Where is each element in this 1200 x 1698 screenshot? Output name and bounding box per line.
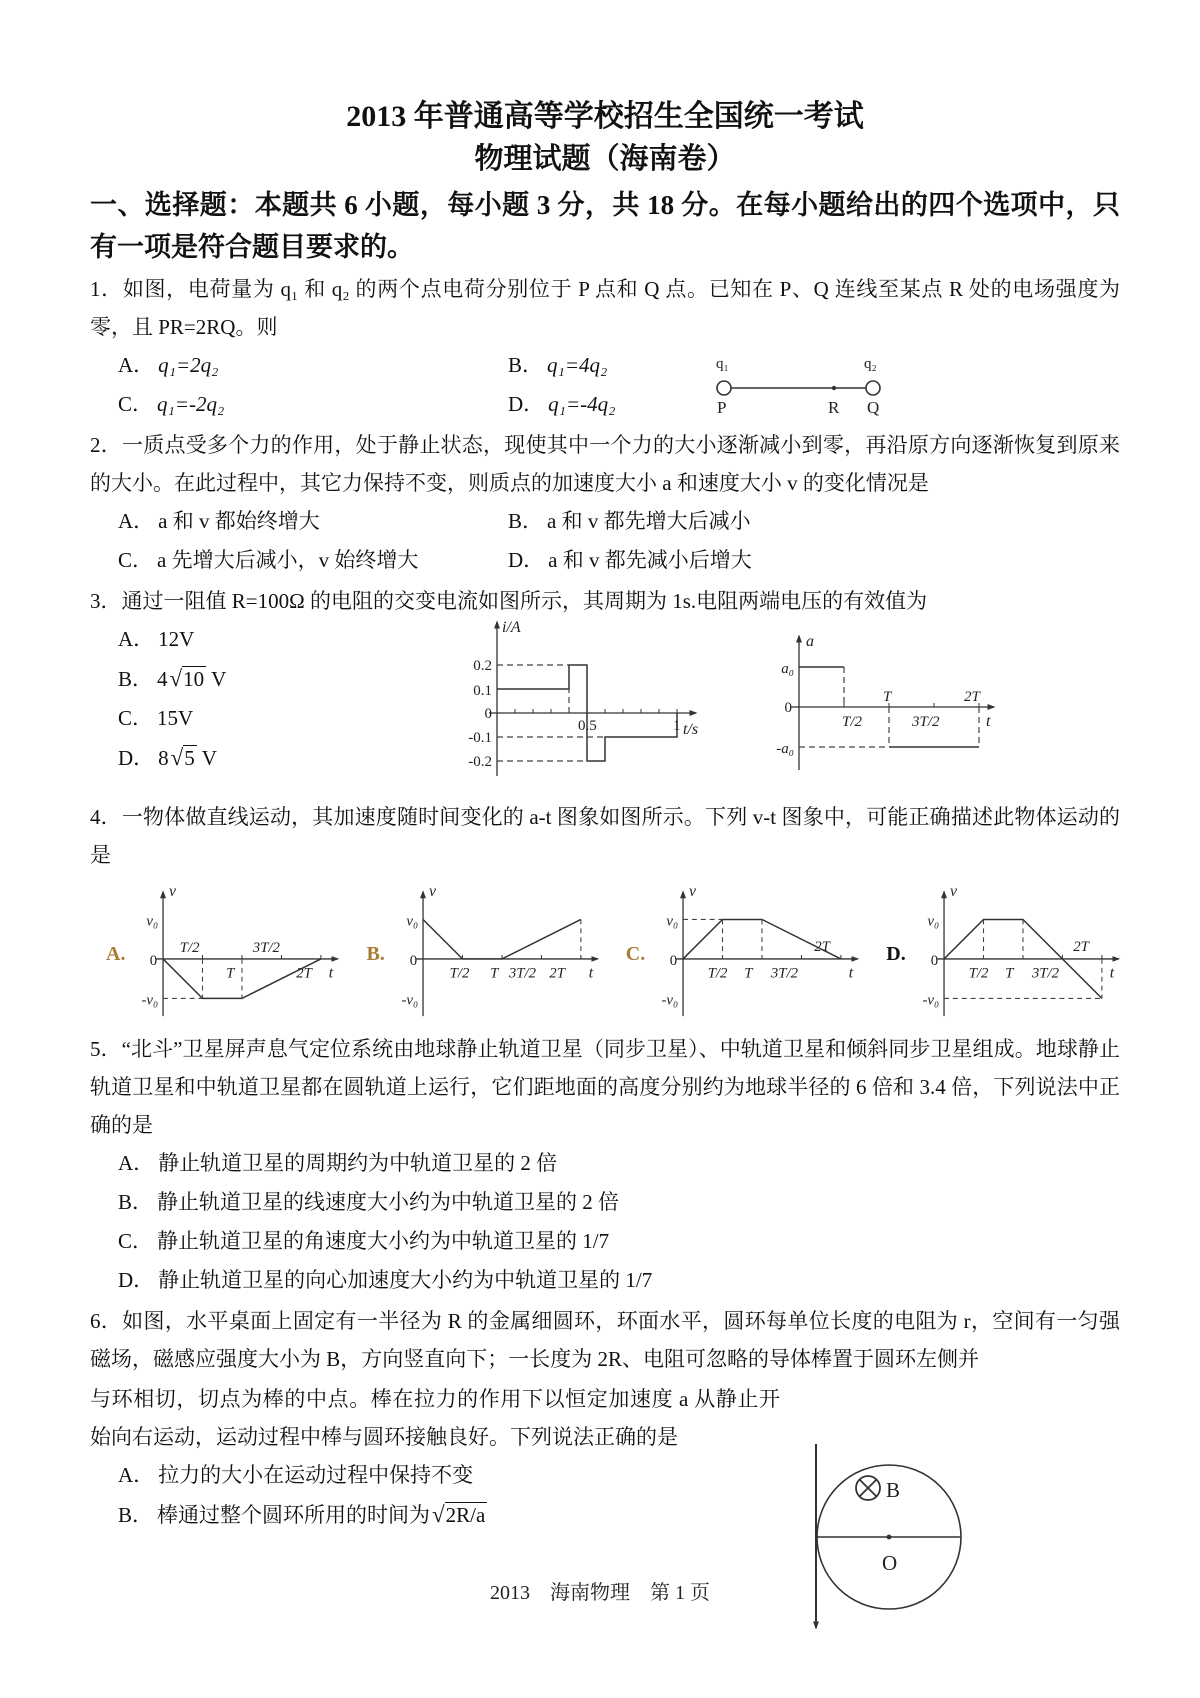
tick-3Thalf: 3T/2 (253, 940, 281, 957)
tick-v0: v₀ (927, 913, 939, 930)
option-label: C． (118, 706, 154, 730)
field-into-page-icon (856, 1476, 880, 1500)
tick-v0: v₀ (146, 913, 159, 930)
tick-nv0: -v₀ (141, 992, 159, 1009)
tick-Thalf: T/2 (180, 940, 201, 957)
figure-vt-b (387, 880, 612, 1028)
question-6 (90, 1302, 1120, 1575)
tick-0: 0 (409, 952, 417, 969)
tick-nv0: -v₀ (661, 992, 679, 1009)
option-label: D． (118, 746, 155, 770)
question-2 (90, 426, 1120, 580)
option-label: B． (118, 1503, 154, 1527)
option-label: D． (508, 548, 545, 572)
sqrt-radical: √2R/a (432, 1502, 486, 1527)
tick-3Thalf: 3T/2 (771, 965, 799, 982)
page-footer: 2013 海南物理 第 1 页 (490, 1582, 710, 1604)
option-text: 4√10 V (157, 667, 226, 691)
tick-na0: -a₀ (776, 741, 794, 757)
tick-2T: 2T (814, 939, 831, 956)
question-3-stem: 3．通过一阻值 R=100Ω 的电阻的交变电流如图所示，其周期为 1s.电阻两端电压的有效值为 (90, 589, 928, 613)
tick-v0: v₀ (406, 913, 418, 930)
y-axis-label: i/A (502, 619, 521, 636)
tick-3Thalf: 3T/2 (912, 714, 940, 730)
option-label: A． (118, 1463, 155, 1487)
figure-vt-d (908, 880, 1133, 1028)
question-6-stem-part2: 与环相切，切点为棒的中点。棒在拉力的作用下以恒定加速度 a 从静止开始向右运动，运动过程中棒与圆环接触良好。下列说法正确的是 (90, 1387, 780, 1449)
page-subtitle: 物理试题（海南卷） (474, 143, 736, 175)
figure-two-point-charges (706, 354, 901, 423)
tick-nv0: -v₀ (922, 992, 939, 1009)
field-b-label: B (886, 1478, 901, 1502)
ring-center-dot (887, 1535, 892, 1540)
question-1-option-c (118, 385, 508, 424)
charge-p-circle (717, 381, 731, 395)
vt-graph-option-d (886, 880, 1132, 1028)
vt-graph-option-c (626, 880, 872, 1028)
question-6-option-a (118, 1456, 808, 1495)
y-axis-label: a (806, 633, 814, 650)
question-1-stem: 1．如图，电荷量为 q₁ 和 q₂ 的两个点电荷分别位于 P 点和 Q 点。已知在 P、Q 连线至某点 R 处的电场强度为零，且 PR=2RQ。则 (90, 277, 1120, 339)
vt-graph-option-b (366, 880, 611, 1028)
tick-0: 0 (784, 700, 792, 716)
tick-T: T (489, 965, 499, 982)
option-label: D． (508, 392, 545, 416)
question-2-stem: 2．一质点受多个力的作用，处于静止状态，现使其中一个力的大小逐渐减小到零，再沿原方向逐渐恢复到原来的大小。在此过程中，其它力保持不变，则质点的加速度大小 a 和速度大小 v 的变化情况是 (90, 433, 1120, 495)
tick-0: 0 (484, 706, 492, 722)
vt-graph-option-a (106, 880, 352, 1028)
tick-n0p2: -0.2 (468, 754, 492, 770)
figure-acceleration-time-graph (754, 622, 1004, 779)
x-axis-label: t (1109, 964, 1114, 982)
y-axis-label: v (169, 882, 177, 900)
tick-3Thalf: 3T/2 (1031, 965, 1059, 982)
question-2-option-a (118, 502, 508, 541)
question-6-option-b (118, 1495, 808, 1535)
section-heading: 一、选择题：本题共 6 小题，每小题 3 分，共 18 分。在每小题给出的四个选项中，只有一项是符合题目要求的。 (90, 190, 1120, 262)
option-label: A． (118, 509, 155, 533)
tick-0: 0 (669, 952, 678, 969)
option-text: a 和 v 都先增大后减小 (547, 509, 751, 533)
option-text: q₁=2q₂ (158, 353, 219, 377)
question-2-options (118, 502, 878, 580)
figure-vt-c (647, 880, 872, 1028)
option-text: q₁=-2q₂ (157, 392, 225, 416)
tick-n0p1: -0.1 (468, 730, 492, 746)
question-1 (90, 270, 1120, 424)
option-text: 15V (157, 706, 194, 730)
option-label: B． (118, 1190, 154, 1214)
point-r-label: R (828, 398, 840, 417)
question-2-option-c (118, 541, 508, 580)
option-label: A． (118, 1151, 155, 1175)
tick-3Thalf: 3T/2 (508, 965, 536, 982)
question-5-option-b (118, 1183, 1120, 1222)
guide-dashes (683, 919, 762, 958)
question-5-stem: 5．“北斗”卫星屏声息气定位系统由地球静止轨道卫星（同步卫星）、中轨道卫星和倾斜同步卫星组成。地球静止轨道卫星和中轨道卫星都在圆轨道上运行，它们距地面的高度分别约为地球半径的 6 倍和 3.4 倍，下列说法中正确的是 (90, 1037, 1120, 1137)
question-1-option-a (118, 346, 508, 385)
tick-0: 0 (150, 952, 158, 969)
option-text: a 先增大后减小，v 始终增大 (157, 548, 419, 572)
y-axis-label: v (428, 882, 436, 900)
sqrt-radical: √10 (169, 666, 205, 691)
y-axis-label: v (949, 882, 957, 900)
velocity-curve (423, 919, 581, 958)
tick-nv0: -v₀ (401, 992, 418, 1009)
x-axis-label: t (849, 964, 854, 982)
tick-Thalf: T/2 (449, 965, 470, 982)
option-text: 拉力的大小在运动过程中保持不变 (158, 1463, 474, 1487)
charge-q2-label: q₂ (864, 356, 877, 372)
option-text: 12V (158, 627, 195, 651)
question-4-stem: 4．一物体做直线运动，其加速度随时间变化的 a-t 图象如图所示。下列 v-t 图象中，可能正确描述此物体运动的是 (90, 805, 1120, 867)
point-p-label: P (717, 398, 727, 417)
question-5-option-c (118, 1222, 1120, 1261)
tick-2T: 2T (964, 689, 980, 705)
point-r-dot (832, 386, 836, 390)
x-axis-label: t (329, 964, 334, 982)
tick-T: T (883, 689, 892, 705)
option-label: A． (118, 353, 155, 377)
option-label: B． (508, 353, 544, 377)
option-label: B． (118, 667, 154, 691)
option-label: C． (118, 1229, 154, 1253)
option-text: a 和 v 都先减小后增大 (548, 548, 752, 572)
question-3 (90, 582, 1120, 796)
option-label: B． (508, 509, 544, 533)
option-text: 8√5 V (158, 746, 217, 770)
question-4 (90, 798, 1120, 1028)
graph-letter-c: C. (625, 942, 646, 965)
tick-Thalf: T/2 (707, 965, 728, 982)
figure-vt-a (127, 880, 352, 1028)
option-label: C． (118, 392, 154, 416)
tick-v0: v₀ (666, 913, 679, 930)
option-text: 静止轨道卫星的向心加速度大小约为中轨道卫星的 1/7 (158, 1268, 653, 1292)
tick-0p5: 0.5 (578, 718, 597, 734)
question-2-option-d (508, 541, 878, 580)
question-6-stem-part1: 6．如图，水平桌面上固定有一半径为 R 的金属细圆环，环面水平，圆环每单位长度的电阻为 r，空间有一匀强磁场，磁感应强度大小为 B，方向竖直向下；一长度为 2R、电阻可忽略的导体棒置于圆环左侧并 (90, 1309, 1120, 1371)
option-text: a 和 v 都始终增大 (158, 509, 320, 533)
point-q-label: Q (867, 398, 880, 417)
question-4-graphs (106, 880, 1120, 1028)
option-text: 静止轨道卫星的周期约为中轨道卫星的 2 倍 (158, 1151, 558, 1175)
sqrt-radical: √5 (170, 745, 195, 770)
tick-2T: 2T (296, 965, 313, 982)
option-label: C． (118, 548, 154, 572)
question-5-option-a (118, 1144, 1120, 1183)
figure-current-time-graph (452, 608, 707, 785)
option-text: q₁=-4q₂ (548, 392, 616, 416)
option-label: A． (118, 627, 155, 651)
question-6-body (90, 1380, 1120, 1575)
tick-0p1: 0.1 (473, 683, 492, 699)
question-5-option-d (118, 1261, 1120, 1300)
graph-letter-a: A. (106, 942, 126, 965)
figure-ring-and-rod (802, 1442, 970, 1643)
option-text: 棒通过整个圆环所用的时间为√2R/a (157, 1503, 487, 1527)
y-axis-label: v (689, 882, 697, 900)
tick-Thalf: T/2 (968, 965, 989, 982)
tick-0: 0 (930, 952, 938, 969)
x-axis-label: t (588, 964, 593, 982)
tick-T: T (226, 965, 235, 982)
option-label: D． (118, 1268, 155, 1292)
tick-2T: 2T (549, 965, 565, 982)
tick-2T: 2T (1072, 939, 1089, 956)
page-title: 2013 年普通高等学校招生全国统一考试 (346, 100, 864, 133)
tick-1: 1 (673, 718, 681, 734)
option-text: q₁=4q₂ (547, 353, 608, 377)
question-5 (90, 1030, 1120, 1300)
tick-Thalf: T/2 (842, 714, 863, 730)
question-5-options (118, 1144, 1120, 1300)
x-axis-label: t/s (683, 721, 699, 738)
tick-T: T (744, 965, 753, 982)
center-o-label: O (882, 1551, 898, 1575)
question-2-option-b (508, 502, 878, 541)
x-axis-label: t (986, 713, 991, 730)
question-6-options (118, 1456, 808, 1535)
graph-letter-d: D. (886, 942, 906, 965)
charge-q-circle (866, 381, 880, 395)
tick-0p2: 0.2 (473, 658, 492, 674)
charge-q1-label: q₁ (716, 356, 729, 372)
graph-letter-b: B. (366, 942, 385, 965)
option-text: 静止轨道卫星的线速度大小约为中轨道卫星的 2 倍 (157, 1190, 620, 1214)
tick-a0: a₀ (781, 661, 794, 677)
tick-T: T (1004, 965, 1014, 982)
option-text: 静止轨道卫星的角速度大小约为中轨道卫星的 1/7 (157, 1229, 610, 1253)
